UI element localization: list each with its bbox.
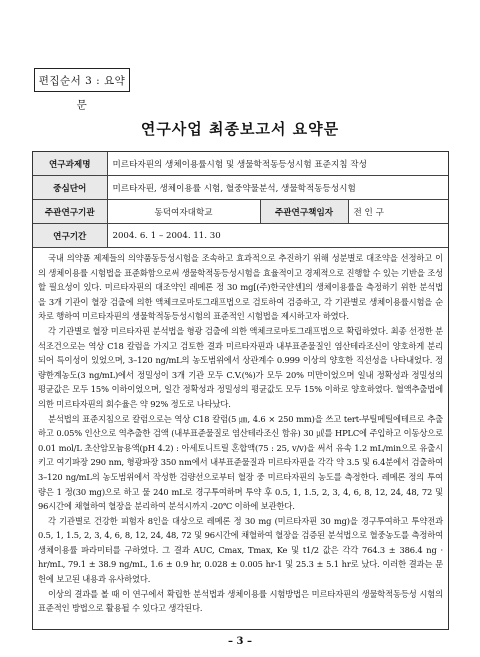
pi-label: 주관연구책임자 bbox=[260, 200, 348, 224]
page-number: – 3 – bbox=[228, 636, 252, 647]
project-label: 연구과제명 bbox=[33, 152, 107, 176]
meta-row-period bbox=[33, 224, 448, 248]
period-label: 연구기간 bbox=[33, 224, 107, 248]
meta-row-org bbox=[33, 200, 448, 224]
document-title: 연구사업 최종보고서 요약문 bbox=[140, 120, 340, 138]
meta-row-keywords bbox=[33, 176, 448, 200]
period-value: 2004. 6. 1 – 2004. 11. 30 bbox=[107, 224, 448, 248]
summary-frame bbox=[32, 151, 449, 630]
summary-paragraph: 각 기관별로 건강한 피험자 8인을 대상으로 레메론 정 30 mg (미르타자핀 30 mg)을 경구투여하고 투약전과 0.5, 1, 1.5, 2, 3, 4, 6, 8, 12, 24, 48, 72 및 96시간에 채혈하여 혈장을 검증된 분석법으로 혈중농도를 측정하여 생체이용률 파라미터를 구하였다. 그 결과 AUC, Cmax, Tmax, Ke 및 t1/2 값은 각각 764.3 ± 386.4 ng · hr/mL, 79.1 ± 38.9 ng/mL, 1.6 ± 0.9 hr, 0.028 ± 0.005 hr-1 및 25.3 ± 5.1 hr로 났다. 이러한 결과는 문헌에 보고된 내용과 유사하였다. bbox=[38, 515, 443, 585]
summary-paragraph: 분석법의 표준지침으로 칼럼으로는 역상 C18 칼럼(5 ㎛, 4.6 × 250 mm)을 쓰고 tert-부틸메틸에테르로 추출하고 0.05% 인산으로 역추출한 검액 (내부표준물질로 염산테라조신 함유) 30 ㎕를 HPLC에 주입하고 이동상으로 0.01 mol/L 초산암모늄용액(pH 4.2) : 아세토니트릴 혼합액(75 : 25, v/v)을 써서 유속 1.2 mL/min으로 유출시키고 여기파장 290 nm, 형광파장 350 nm에서 내부표준물질과 미르타자핀을 각각 약 3.5 및 6.4분에서 검출하여 3–120 ng/mL의 농도범위에서 작성한 검량선으로부터 혈장 중 미르타자핀의 농도를 측정한다. 레메론 정의 투여량은 1 정(30 mg)으로 하고 물 240 mL로 경구투여하며 투약 후 0.5, 1, 1.5, 2, 3, 4, 6, 8, 12, 24, 48, 72 및 96시간에 채혈하여 혈장을 분리하여 분석시까지 -20℃ 이하에 보관한다. bbox=[38, 413, 443, 512]
keywords-label: 중심단어 bbox=[33, 176, 107, 200]
summary-paragraph: 각 기관별로 혈장 미르타자핀 분석법을 형광 검출에 의한 액체크로마토그래프법으로 확립하였다. 최종 선정한 분석조건으로는 역상 C18 칼럼을 가지고 검토한 결과 미르타자핀과 내부표준물질인 염산테라조신이 양호하게 분리되어 특이성이 있었으며, 3–120 ng/mL의 농도범위에서 상관계수 0.999 이상의 양호한 직선성을 나타내었다. 정량한계농도(3 ng/mL)에서 정밀성이 3개 기관 모두 C.V.(%)가 모두 20% 미만이었으며 일내 정확성과 정밀성의 평균값은 모두 15% 이하이었으며, 일간 정확성과 정밀성의 평균값도 모두 15% 이하로 양호하였다. 혈액추출법에 의한 미르타자핀의 회수율은 약 92% 정도로 나타났다. bbox=[38, 325, 443, 409]
project-value: 미르타자핀의 생체이용률시험 및 생물학적동등성시험 표준지침 작성 bbox=[107, 152, 448, 176]
meta-row-project bbox=[33, 152, 448, 176]
meta-table bbox=[33, 152, 448, 248]
keywords-value: 미르타자핀, 생체이용률 시험, 혈중약물분석, 생물학적동등성시험 bbox=[107, 176, 448, 200]
summary-paragraph: 국내 의약품 제제들의 의약품동등성시험을 조속하고 효과적으로 추진하기 위해 성분별로 대조약을 선정하고 이의 생체이용률 시험법을 표준화함으로써 생물학적동등성시험을 효율적이고 경제적으로 진행할 수 있는 기반을 조성할 필요성이 있다. 미르타자핀의 대조약인 레메론 정 30 mg[(주)한국얀센]의 생체이용률을 측정하기 위한 분석법을 3개 기관이 혈장 검출에 의한 액체크로마토그래프법으로 검토하여 검증하고, 각 기관별로 생체이용률시험을 순차로 행하여 미르타자핀의 생물학적동등성시험의 표준적인 시험법을 제시하고자 하였다. bbox=[38, 253, 443, 322]
summary-paragraph: 이상의 결과를 볼 때 이 연구에서 확립한 분석법과 생체이용률 시험방법은 미르타자핀의 생물학적동등성 시험의 표준적인 방법으로 활용될 수 있다고 생각된다. bbox=[38, 588, 443, 614]
pi-value: 전 인 구 bbox=[348, 200, 448, 224]
edit-order-label: 편집순서 3 : 요약문 bbox=[34, 68, 130, 92]
summary-body bbox=[33, 248, 448, 616]
org-value: 동덕여자대학교 bbox=[107, 200, 260, 224]
org-label: 주관연구기관 bbox=[33, 200, 107, 224]
